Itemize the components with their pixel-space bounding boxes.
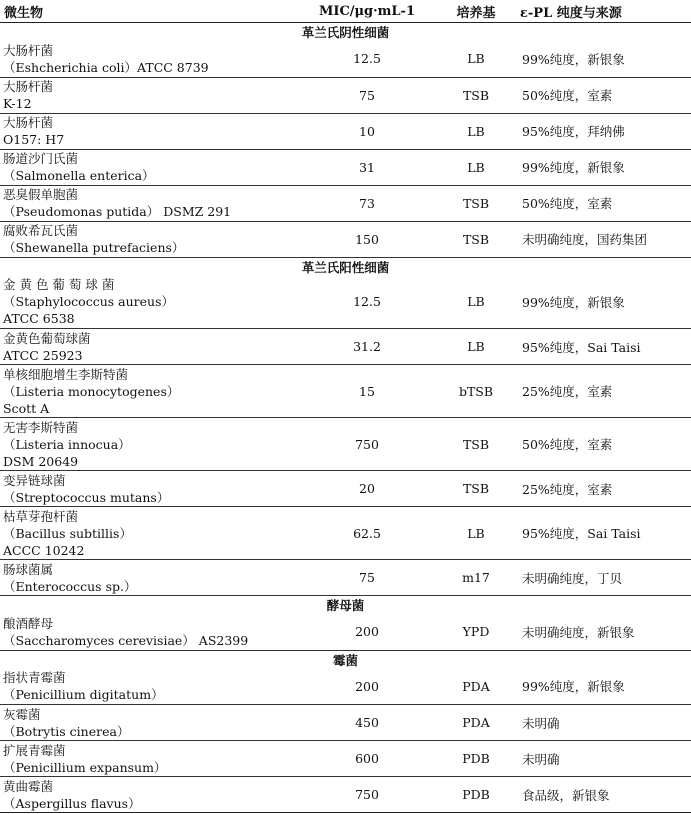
source-cell: 95%纯度，Sai Taisi (516, 507, 691, 560)
organism-cell (0, 149, 298, 185)
organism-line: 大肠杆菌 (3, 79, 54, 94)
medium-cell: m17 (436, 560, 516, 596)
table-body (0, 23, 691, 813)
organism-cell (0, 560, 298, 596)
table-row (0, 329, 691, 365)
table-row (0, 418, 691, 471)
organism-line: ACCC 10242 (3, 542, 85, 558)
organism-line: 肠球菌属 (3, 561, 54, 577)
table-row (0, 560, 691, 596)
organism-cell (0, 365, 298, 418)
source-cell: 95%纯度，Sai Taisi (516, 329, 691, 365)
organism-cell (0, 777, 298, 813)
medium-cell: PDB (436, 741, 516, 777)
source-cell: 未明确纯度，国药集团 (516, 221, 691, 257)
medium-cell: PDB (436, 777, 516, 813)
organism-cell (0, 185, 298, 221)
table-row (0, 185, 691, 221)
source-cell: 食品级，新银象 (516, 777, 691, 813)
organism-line: （Botrytis cinerea） (3, 723, 130, 739)
source-cell: 50%纯度，室素 (516, 77, 691, 113)
source-cell: 95%纯度，拜纳佛 (516, 113, 691, 149)
organism-line: （Penicillium expansum） (3, 759, 167, 775)
mic-cell: 150 (298, 221, 436, 257)
source-cell: 50%纯度，室素 (516, 418, 691, 471)
organism-cell (0, 221, 298, 257)
source-cell: 未明确 (516, 705, 691, 741)
medium-cell: LB (436, 276, 516, 329)
group-title: 霉菌 (332, 652, 358, 668)
organism-line: 扩展青霉菌 (3, 742, 66, 758)
medium-cell: LB (436, 41, 516, 77)
mic-cell: 15 (298, 365, 436, 418)
mic-cell: 31.2 (298, 329, 436, 365)
table-row (0, 113, 691, 149)
organism-line: 变异链球菌 (3, 472, 66, 488)
organism-line: 枯草芽孢杆菌 (3, 508, 79, 524)
header-source: ε-PL 纯度与来源 (516, 0, 691, 23)
organism-line: （Streptococcus mutans） (3, 489, 170, 505)
group-row (0, 650, 691, 669)
medium-cell: TSB (436, 77, 516, 113)
source-cell: 99%纯度，新银象 (516, 669, 691, 705)
organism-line: （Saccharomyces cerevisiae） AS2399 (3, 632, 249, 648)
table-row (0, 741, 691, 777)
organism-cell (0, 669, 298, 705)
medium-cell: PDA (436, 705, 516, 741)
organism-cell (0, 113, 298, 149)
group-title: 革兰氏阴性细菌 (301, 25, 390, 40)
organism-line: （Pseudomonas putida） DSMZ 291 (3, 204, 232, 219)
organism-cell (0, 418, 298, 471)
group-title: 酵母菌 (326, 598, 365, 613)
group-row (0, 23, 691, 42)
organism-cell (0, 41, 298, 77)
table-row (0, 41, 691, 77)
table-header (0, 0, 691, 23)
medium-cell: LB (436, 149, 516, 185)
organism-line: （Aspergillus flavus） (3, 795, 141, 811)
organism-cell (0, 471, 298, 507)
organism-line: K-12 (3, 96, 32, 111)
mic-cell: 73 (298, 185, 436, 221)
table-row (0, 276, 691, 329)
mic-cell: 200 (298, 669, 436, 705)
organism-cell (0, 741, 298, 777)
organism-line: （Enterococcus sp.） (3, 578, 137, 594)
organism-line: （Bacillus subtillis） (3, 525, 132, 541)
mic-cell: 62.5 (298, 507, 436, 560)
mic-cell: 20 (298, 471, 436, 507)
mic-cell: 12.5 (298, 41, 436, 77)
organism-line: （Listeria innocua） (3, 436, 131, 452)
mic-cell: 75 (298, 560, 436, 596)
mic-cell: 750 (298, 777, 436, 813)
organism-line: ATCC 25923 (3, 347, 83, 363)
organism-line: DSM 20649 (3, 453, 79, 469)
source-cell: 99%纯度，新银象 (516, 276, 691, 329)
organism-line: 酿酒酵母 (3, 615, 54, 631)
organism-cell (0, 705, 298, 741)
organism-line: 无害李斯特菌 (3, 419, 79, 435)
source-cell: 未明确纯度，丁贝 (516, 560, 691, 596)
medium-cell: bTSB (436, 365, 516, 418)
medium-cell: TSB (436, 471, 516, 507)
medium-cell: YPD (436, 614, 516, 650)
group-row (0, 257, 691, 276)
medium-cell: TSB (436, 418, 516, 471)
organism-cell (0, 507, 298, 560)
table-row (0, 777, 691, 813)
mic-cell: 31 (298, 149, 436, 185)
header-medium: 培养基 (436, 0, 516, 23)
organism-line: Scott A (3, 400, 50, 416)
table-row (0, 705, 691, 741)
organism-cell (0, 276, 298, 329)
source-cell: 99%纯度，新银象 (516, 149, 691, 185)
mic-cell: 10 (298, 113, 436, 149)
organism-line: 大肠杆菌 (3, 115, 54, 130)
organism-line: （Eshcherichia coli）ATCC 8739 (3, 59, 209, 75)
table-row (0, 77, 691, 113)
table-row (0, 669, 691, 705)
source-cell: 25%纯度，室素 (516, 365, 691, 418)
organism-line: O157: H7 (3, 132, 65, 147)
organism-line: 灰霉菌 (3, 706, 41, 722)
source-cell: 99%纯度，新银象 (516, 41, 691, 77)
organism-line: （Salmonella enterica） (3, 168, 155, 183)
organism-line: 金 黄 色 葡 萄 球 菌 (3, 277, 115, 293)
mic-cell: 600 (298, 741, 436, 777)
table-row (0, 221, 691, 257)
medium-cell: TSB (436, 221, 516, 257)
organism-line: （Penicillium digitatum） (3, 687, 164, 703)
organism-line: 指状青霉菌 (3, 670, 66, 686)
group-title: 革兰氏阳性细菌 (301, 259, 390, 275)
organism-line: （Listeria monocytogenes） (3, 383, 180, 399)
table-row (0, 507, 691, 560)
source-cell: 50%纯度，室素 (516, 185, 691, 221)
medium-cell: TSB (436, 185, 516, 221)
table-row (0, 614, 691, 650)
header-mic: MIC/μg·mL-1 (298, 0, 436, 23)
organism-line: 单核细胞增生李斯特菌 (3, 366, 129, 382)
organism-line: 大肠杆菌 (3, 42, 54, 58)
source-cell: 未明确 (516, 741, 691, 777)
organism-line: （Staphylococcus aureus） (3, 294, 174, 310)
organism-line: （Shewanella putrefaciens） (3, 240, 185, 255)
organism-line: 肠道沙门氏菌 (3, 151, 79, 166)
header-organism: 微生物 (0, 0, 298, 23)
organism-line: 恶臭假单胞菌 (3, 187, 79, 202)
mic-cell: 750 (298, 418, 436, 471)
table-row (0, 365, 691, 418)
organism-line: 金黄色葡萄球菌 (3, 330, 91, 346)
mic-cell: 12.5 (298, 276, 436, 329)
medium-cell: LB (436, 329, 516, 365)
medium-cell: LB (436, 113, 516, 149)
organism-cell (0, 77, 298, 113)
medium-cell: PDA (436, 669, 516, 705)
source-cell: 未明确纯度，新银象 (516, 614, 691, 650)
source-cell: 25%纯度，室素 (516, 471, 691, 507)
header-row (0, 0, 691, 23)
group-row (0, 596, 691, 615)
organism-line: ATCC 6538 (3, 311, 75, 327)
mic-cell: 75 (298, 77, 436, 113)
organism-line: 腐败希瓦氏菌 (3, 223, 79, 238)
mic-cell: 200 (298, 614, 436, 650)
organism-cell (0, 329, 298, 365)
organism-cell (0, 614, 298, 650)
table-row (0, 471, 691, 507)
medium-cell: LB (436, 507, 516, 560)
organism-line: 黄曲霉菌 (3, 778, 54, 794)
table-row (0, 149, 691, 185)
mic-cell: 450 (298, 705, 436, 741)
